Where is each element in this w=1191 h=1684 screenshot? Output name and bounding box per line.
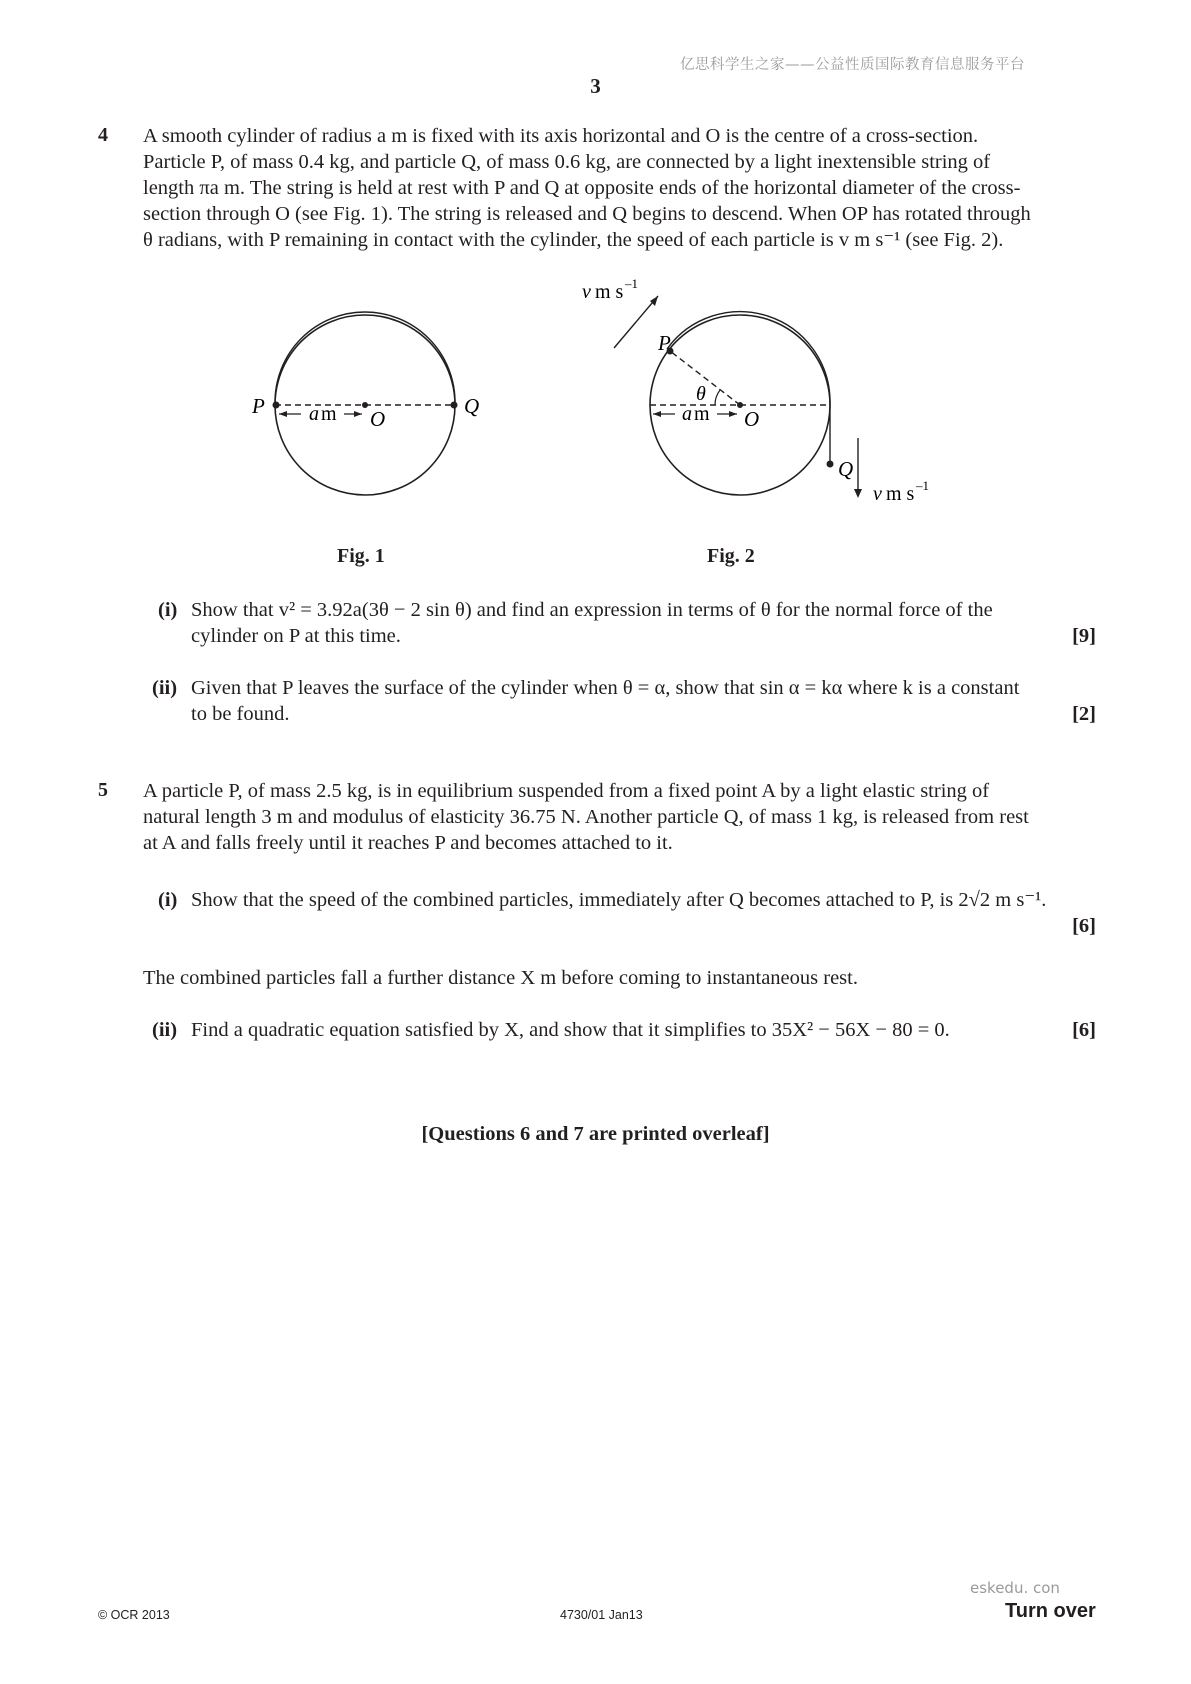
fig1-label-a: a xyxy=(309,403,319,425)
header-watermark: 亿思科学生之家——公益性质国际教育信息服务平台 xyxy=(680,57,1025,73)
q5-line-3: at A and falls freely until it reaches P and becomes attached to it. xyxy=(143,832,673,854)
fig2-label-a: a xyxy=(682,403,692,425)
fig1-label-q: Q xyxy=(464,394,480,418)
q4-part-i-line-2: cylinder on P at this time. xyxy=(191,625,401,647)
q4-part-i xyxy=(191,597,1096,649)
fig1-centre-o xyxy=(362,402,368,408)
fig2-arrowhead-left xyxy=(653,411,661,417)
footer-watermark: eskedu. con xyxy=(970,1579,1060,1597)
q4-part-ii-label: (ii) xyxy=(152,677,178,699)
q4-line-4: section through O (see Fig. 1). The string is released and Q begins to descend. When OP has rotated through xyxy=(143,203,1031,225)
fig2-velocity-q-unit: m s xyxy=(886,483,915,505)
fig2-label-m: m xyxy=(694,403,710,425)
q4-part-ii-marks: [2] xyxy=(1072,703,1096,725)
fig1-caption: Fig. 1 xyxy=(337,545,385,567)
q5-line-2: natural length 3 m and modulus of elasticity 36.75 N. Another particle Q, of mass 1 kg, is released from rest xyxy=(143,806,1029,828)
fig2-velocity-p-unit: m s xyxy=(595,281,624,303)
overleaf-note: [Questions 6 and 7 are printed overleaf] xyxy=(421,1123,770,1145)
fig1-arrowhead-left xyxy=(279,411,287,417)
q5-part-i-label: (i) xyxy=(158,889,178,911)
q4-line-5: θ radians, with P remaining in contact with the cylinder, the speed of each particle is v m s⁻¹ (see Fig. 2). xyxy=(143,229,1004,251)
fig2-caption: Fig. 2 xyxy=(707,545,755,567)
q4-line-1: A smooth cylinder of radius a m is fixed with its axis horizontal and O is the centre of a cross-section. xyxy=(143,125,979,147)
fig1-particle-p xyxy=(273,402,280,409)
fig2-arrowhead-right xyxy=(729,411,737,417)
fig2-particle-q xyxy=(827,461,834,468)
fig2-velocity-p-arrow xyxy=(614,296,658,348)
q4-part-i-label: (i) xyxy=(158,599,178,621)
fig1-label-m: m xyxy=(321,403,337,425)
question-4-stem xyxy=(143,123,1078,253)
fig2-angle-arc xyxy=(715,390,720,405)
q5-part-i-marks: [6] xyxy=(1072,915,1096,937)
footer-copyright: © OCR 2013 xyxy=(98,1608,170,1622)
fig2-label-q: Q xyxy=(838,457,854,481)
fig2-velocity-q-arrowhead xyxy=(854,489,862,498)
fig2-label-p: P xyxy=(658,331,671,355)
figure-2 xyxy=(570,270,960,515)
q4-part-ii-line-2: to be found. xyxy=(191,703,290,725)
fig2-label-o: O xyxy=(744,407,760,431)
q4-part-i-marks: [9] xyxy=(1072,625,1096,647)
figure-1 xyxy=(230,300,520,510)
q4-part-i-line-1: Show that v² = 3.92a(3θ − 2 sin θ) and find an expression in terms of θ for the normal force of the xyxy=(191,599,993,621)
fig1-label-p: P xyxy=(252,394,265,418)
q5-part-ii-line-1: Find a quadratic equation satisfied by X, and show that it simplifies to 35X² − 56X − 80 = 0. xyxy=(191,1019,950,1041)
footer-paper-code: 4730/01 Jan13 xyxy=(560,1608,643,1622)
fig1-particle-q xyxy=(451,402,458,409)
fig2-string xyxy=(667,312,830,462)
q5-part-i-line-1: Show that the speed of the combined particles, immediately after Q becomes attached to P, is 2√2 m s⁻¹. xyxy=(191,889,1047,911)
q4-part-ii-line-1: Given that P leaves the surface of the cylinder when θ = α, show that sin α = kα where k is a constant xyxy=(191,677,1020,699)
turn-over: Turn over xyxy=(1005,1600,1096,1622)
q5-part-ii-marks: [6] xyxy=(1072,1019,1096,1041)
q5-interlude: The combined particles fall a further distance X m before coming to instantaneous rest. xyxy=(143,967,858,989)
question-5-stem xyxy=(143,778,1096,856)
question-4-number: 4 xyxy=(98,124,108,146)
question-5-number: 5 xyxy=(98,779,108,801)
fig2-velocity-p-exp: –1 xyxy=(625,276,638,291)
q5-part-ii-label: (ii) xyxy=(152,1019,178,1041)
page-number: 3 xyxy=(590,74,601,98)
q5-line-1: A particle P, of mass 2.5 kg, is in equilibrium suspended from a fixed point A by a light elastic string of xyxy=(143,780,990,802)
fig2-velocity-q-v: v xyxy=(873,483,882,505)
q4-part-ii xyxy=(191,675,1096,727)
q4-line-3: length πa m. The string is held at rest with P and Q at opposite ends of the horizontal diameter of the cross- xyxy=(143,177,1021,199)
fig1-string-arc xyxy=(275,312,455,402)
fig2-velocity-q-exp: –1 xyxy=(916,478,929,493)
q4-line-2: Particle P, of mass 0.4 kg, and particle Q, of mass 0.6 kg, are connected by a light inextensible string of xyxy=(143,151,991,173)
fig2-label-theta: θ xyxy=(696,383,706,405)
fig1-arrowhead-right xyxy=(354,411,362,417)
fig2-velocity-p-v: v xyxy=(582,281,591,303)
fig1-label-o: O xyxy=(370,407,386,431)
fig2-centre-o xyxy=(737,402,743,408)
